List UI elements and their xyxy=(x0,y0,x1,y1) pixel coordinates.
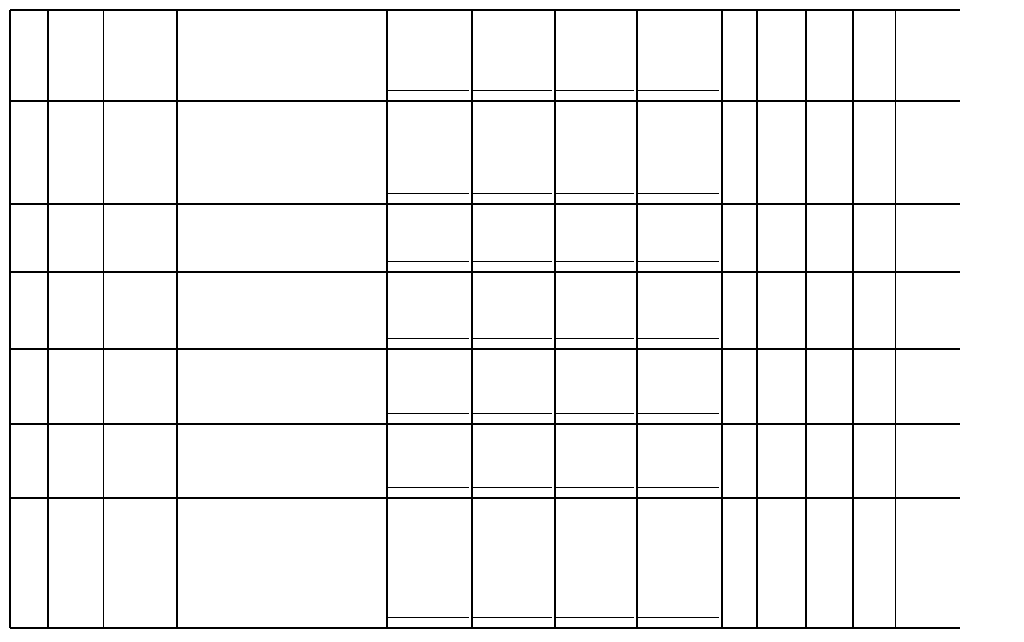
amount-year-2 xyxy=(472,413,552,414)
column-divider xyxy=(386,10,388,628)
column-divider xyxy=(756,10,758,628)
amount-year-1 xyxy=(387,487,469,488)
amount-year-3 xyxy=(555,261,634,262)
column-divider xyxy=(554,10,556,628)
total-amount xyxy=(637,413,719,414)
row-divider xyxy=(10,9,960,11)
column-divider xyxy=(47,10,49,628)
column-divider xyxy=(805,10,807,628)
amount-year-1 xyxy=(387,90,469,91)
row-divider xyxy=(10,100,960,102)
row-divider xyxy=(10,497,960,499)
amount-year-1 xyxy=(387,261,469,262)
row-divider xyxy=(10,203,960,205)
total-amount xyxy=(637,261,719,262)
column-divider xyxy=(103,10,104,628)
amount-year-3 xyxy=(555,90,634,91)
column-divider xyxy=(852,10,854,628)
amount-year-3 xyxy=(555,617,634,618)
amount-year-1 xyxy=(387,193,469,194)
amount-year-3 xyxy=(555,487,634,488)
row-divider xyxy=(10,423,960,425)
amount-year-2 xyxy=(472,90,552,91)
amount-year-2 xyxy=(472,193,552,194)
column-divider xyxy=(9,10,11,628)
column-divider xyxy=(721,10,723,628)
column-divider xyxy=(176,10,178,628)
amount-year-2 xyxy=(472,338,552,339)
amount-year-1 xyxy=(387,413,469,414)
row-divider xyxy=(10,348,960,350)
row-divider xyxy=(10,271,960,273)
total-amount xyxy=(637,487,719,488)
total-amount xyxy=(637,617,719,618)
column-divider xyxy=(636,10,638,628)
amount-year-3 xyxy=(555,193,634,194)
amount-year-1 xyxy=(387,617,469,618)
total-amount xyxy=(637,193,719,194)
total-amount xyxy=(637,90,719,91)
amount-year-2 xyxy=(472,617,552,618)
row-divider xyxy=(10,627,960,629)
amount-year-1 xyxy=(387,338,469,339)
amount-year-2 xyxy=(472,487,552,488)
amount-year-3 xyxy=(555,338,634,339)
column-divider xyxy=(471,10,473,628)
column-divider xyxy=(895,10,896,628)
total-amount xyxy=(637,338,719,339)
amount-year-3 xyxy=(555,413,634,414)
amount-year-2 xyxy=(472,261,552,262)
